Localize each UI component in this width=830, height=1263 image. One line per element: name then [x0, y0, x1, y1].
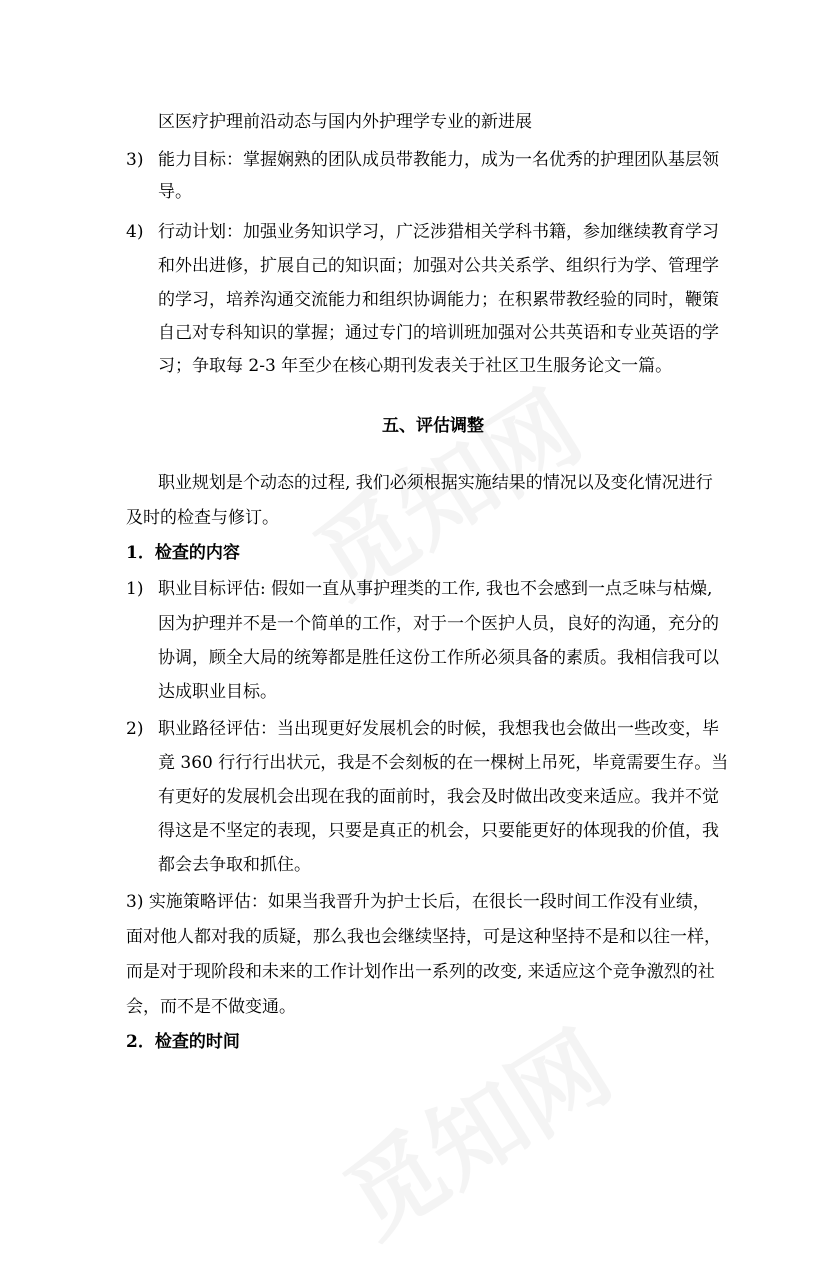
list-item-line: 职业目标评估: 假如一直从事护理类的工作, 我也不会感到一点乏味与枯燥, — [158, 579, 713, 599]
list-item-line: 3) 实施策略评估：如果当我晋升为护士长后，在很长一段时间工作没有业绩， — [126, 892, 710, 912]
list-item-line: 有更好的发展机会出现在我的面前时，我会及时做出改变来适应。我并不觉 — [158, 787, 719, 807]
watermark — [316, 994, 633, 1263]
subheading: 2．检查的时间 — [126, 1032, 240, 1052]
list-item-line: 得这是不坚定的表现，只要是真正的机会，只要能更好的体现我的价值，我 — [158, 821, 719, 841]
list-number: 2) — [126, 719, 144, 739]
list-item-line: 面对他人都对我的质疑，那么我也会继续坚持，可是这种坚持不是和以往一样， — [126, 927, 721, 947]
list-item-line: 竟 360 行行行出状元，我是不会刻板的在一棵树上吊死，毕竟需要生存。当 — [158, 753, 729, 773]
list-item-line: 达成职业目标。 — [158, 682, 277, 702]
list-item-line: 习；争取每 2-3 年至少在核心期刊发表关于社区卫生服务论文一篇。 — [158, 356, 673, 376]
list-item-line: 导。 — [158, 182, 192, 202]
paragraph-line: 及时的检查与修订。 — [126, 508, 279, 528]
list-item-line: 的学习，培养沟通交流能力和组织协调能力；在积累带教经验的同时，鞭策 — [158, 290, 719, 310]
list-number: 3) — [126, 150, 144, 170]
list-number: 1) — [126, 579, 144, 599]
list-item-line: 能力目标：掌握娴熟的团队成员带教能力，成为一名优秀的护理团队基层领 — [158, 150, 719, 170]
subheading: 1．检查的内容 — [126, 543, 240, 563]
list-item-line: 职业路径评估：当出现更好发展机会的时候，我想我也会做出一些改变，毕 — [158, 719, 719, 739]
list-item-line: 都会去争取和抓住。 — [158, 855, 311, 875]
list-item-line: 会，而不是不做变通。 — [126, 997, 296, 1017]
list-item-line: 行动计划：加强业务知识学习，广泛涉猎相关学科书籍，参加继续教育学习 — [158, 222, 719, 242]
paragraph-line: 职业规划是个动态的过程, 我们必须根据实施结果的情况以及变化情况进行 — [158, 473, 713, 493]
list-item-line: 而是对于现阶段和未来的工作计划作出一系列的改变, 来适应这个竞争激烈的社 — [126, 962, 715, 982]
list-item-line: 因为护理并不是一个简单的工作，对于一个医护人员，良好的沟通，充分的 — [158, 614, 719, 634]
list-item-line: 协调，顾全大局的统筹都是胜任这份工作所必须具备的素质。我相信我可以 — [158, 648, 719, 668]
list-item-line: 和外出进修，扩展自己的知识面；加强对公共关系学、组织行为学、管理学 — [158, 256, 719, 276]
section-heading: 五、评估调整 — [382, 416, 484, 436]
list-number: 4) — [126, 222, 144, 242]
paragraph-line: 区医疗护理前沿动态与国内外护理学专业的新进展 — [158, 112, 532, 132]
list-item-line: 自己对专科知识的掌握；通过专门的培训班加强对公共英语和专业英语的学 — [158, 323, 719, 343]
